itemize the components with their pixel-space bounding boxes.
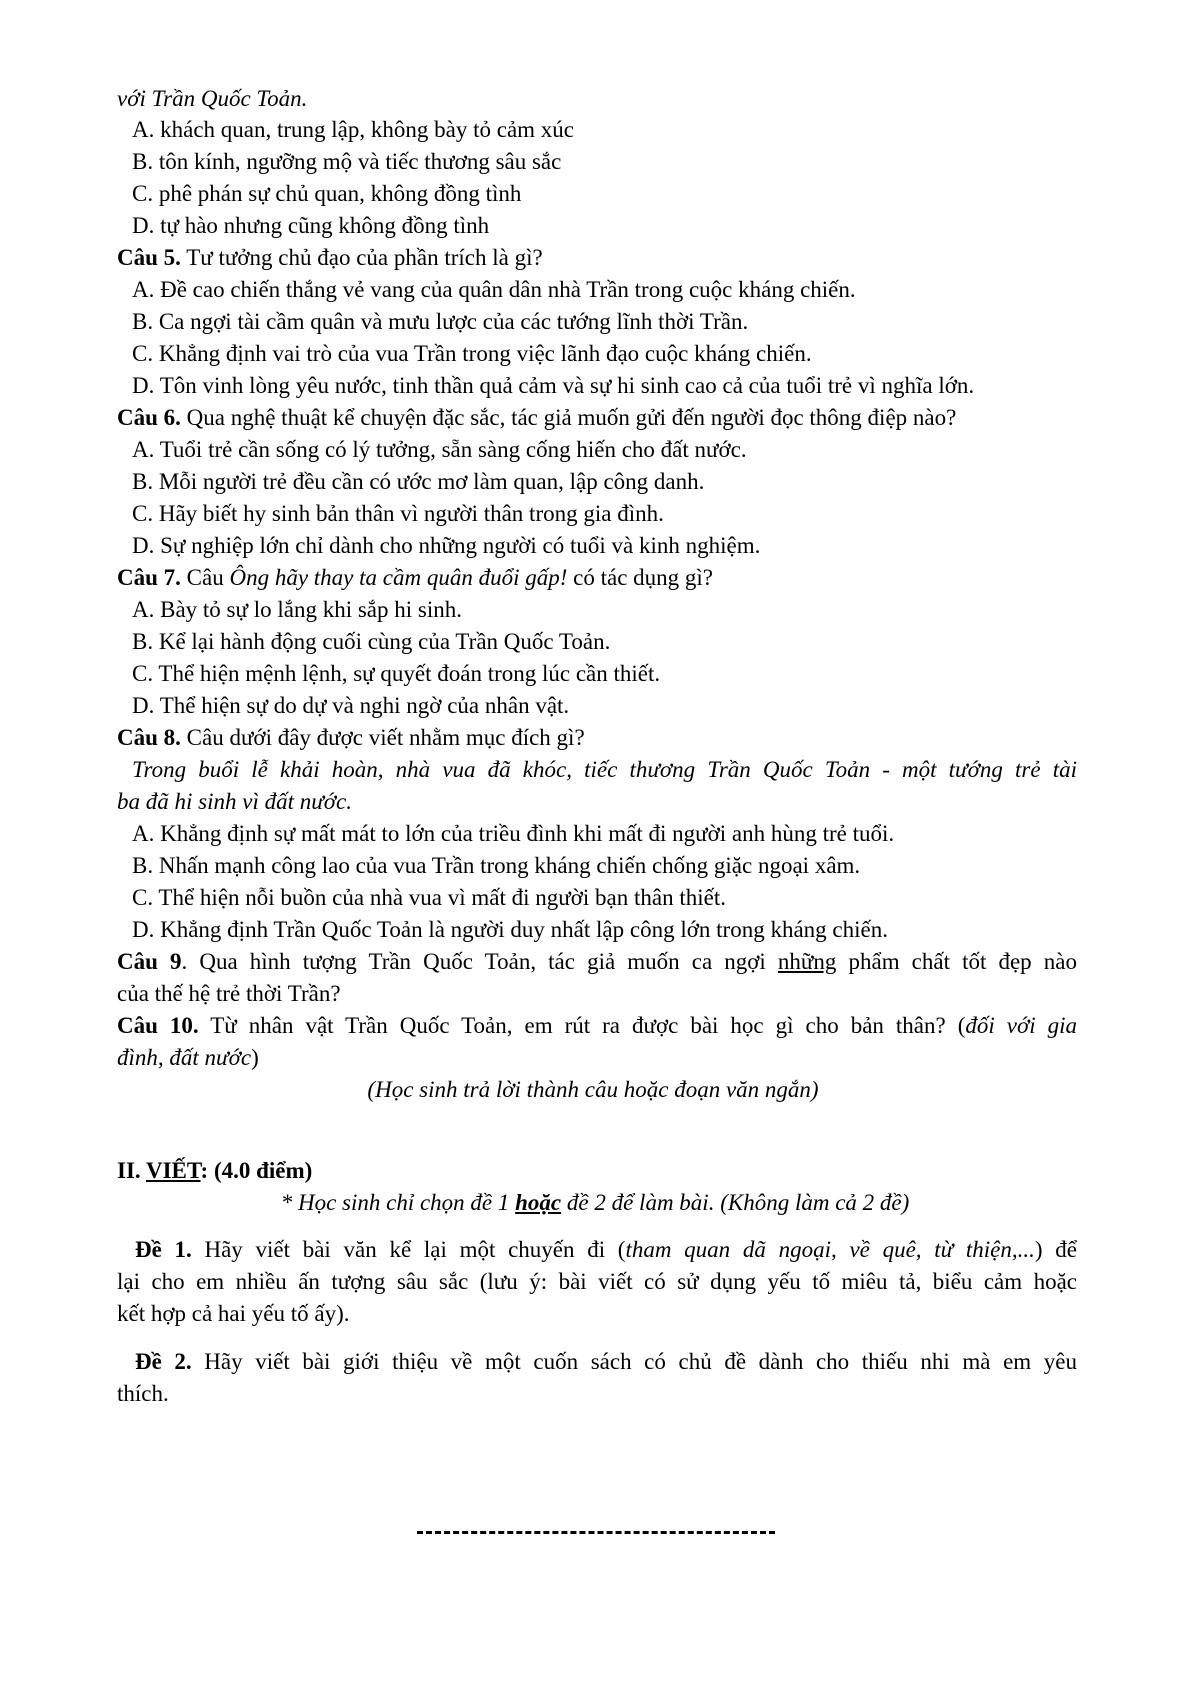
q6-text: Qua nghệ thuật kể chuyện đặc sắc, tác giả muốn gửi đến người đọc thông điệp nào?: [180, 405, 957, 430]
instruction-post: đề 2 để làm bài. (Không làm cả 2 đề): [561, 1190, 910, 1215]
q9-label: Câu 9: [117, 949, 182, 974]
question-5: [117, 243, 543, 273]
q9-line-2: của thế hệ trẻ thời Trần?: [117, 981, 341, 1006]
answer-note-text: (Học sinh trả lời thành câu hoặc đoạn văn ngắn): [367, 1077, 819, 1102]
de-2-line-2: thích.: [117, 1381, 169, 1406]
de-1-line-2: lại cho em nhiều ấn tượng sâu sắc (lưu ý: bài viết có sử dụng yếu tố miêu tả, biểu cảm hoặc: [117, 1269, 1077, 1294]
q7-quote: Ông hãy thay ta cầm quân đuổi gấp!: [229, 565, 568, 590]
de-1-italic: tham quan dã ngoại, về quê, từ thiện,...: [625, 1237, 1035, 1262]
q4-tail: với Trần Quốc Toản.: [117, 86, 308, 111]
q7-post: có tác dụng gì?: [567, 565, 714, 590]
question-10: [117, 1011, 1077, 1041]
section-2-score: : (4.0 điểm): [200, 1158, 313, 1183]
section-2-title: VIẾT: [146, 1158, 201, 1183]
q9-post: phẩm chất tốt đẹp nào: [836, 949, 1077, 974]
section-2-numeral: II.: [117, 1158, 146, 1183]
q9-underlined: những: [777, 949, 837, 974]
q6-label: Câu 6.: [117, 405, 181, 430]
q7-pre: Câu: [180, 565, 230, 590]
q8-option-b: B. Nhấn mạnh công lao của vua Trần trong kháng chiến chống giặc ngoại xâm.: [132, 853, 861, 878]
q7-option-d: D. Thể hiện sự do dự và nghi ngờ của nhân vật.: [132, 693, 570, 718]
q5-option-b: B. Ca ngợi tài cầm quân và mưu lược của các tướng lĩnh thời Trần.: [132, 309, 749, 334]
section-2-instruction: [0, 1188, 1190, 1218]
q8-text: Câu dưới đây được viết nhằm mục đích gì?: [180, 725, 585, 750]
de-2-line-1: [135, 1347, 1077, 1377]
q10-line-2: [117, 1043, 259, 1073]
q8-option-c: C. Thể hiện nỗi buồn của nhà vua vì mất đi người bạn thân thiết.: [132, 885, 726, 910]
instruction-or: hoặc: [515, 1190, 562, 1215]
q8-label: Câu 8.: [117, 725, 181, 750]
q10-italic-1: đối với gia: [965, 1013, 1078, 1038]
de-1-line-1: [135, 1235, 1077, 1265]
q6-option-d: D. Sự nghiệp lớn chỉ dành cho những người có tuổi và kinh nghiệm.: [132, 533, 761, 558]
q7-option-c: C. Thể hiện mệnh lệnh, sự quyết đoán trong lúc cần thiết.: [132, 661, 661, 686]
q5-label: Câu 5.: [117, 245, 181, 270]
de-2-text: Hãy viết bài giới thiệu về một cuốn sách có chủ đề dành cho thiếu nhi mà em yêu: [191, 1349, 1077, 1374]
q4-option-a: A. khách quan, trung lập, không bày tỏ cảm xúc: [132, 117, 574, 142]
q9-pre: . Qua hình tượng Trần Quốc Toản, tác giả muốn ca ngợi: [181, 949, 778, 974]
q6-option-a: A. Tuổi trẻ cần sống có lý tưởng, sẵn sàng cống hiến cho đất nước.: [132, 437, 747, 462]
question-8: [117, 723, 585, 753]
q10-italic-2: đình, đất nước: [117, 1045, 252, 1070]
answer-note: [0, 1075, 1190, 1105]
q10-close: ): [251, 1045, 259, 1070]
q6-option-b: B. Mỗi người trẻ đều cần có ước mơ làm quan, lập công danh.: [132, 469, 705, 494]
q4-option-b: B. tôn kính, ngưỡng mộ và tiếc thương sâu sắc: [132, 149, 562, 174]
q8-option-d: D. Khẳng định Trần Quốc Toản là người duy nhất lập công lớn trong kháng chiến.: [132, 917, 888, 942]
q5-option-c: C. Khẳng định vai trò của vua Trần trong việc lãnh đạo cuộc kháng chiến.: [132, 341, 812, 366]
q4-option-c: C. phê phán sự chủ quan, không đồng tình: [132, 181, 522, 206]
question-6: [117, 403, 956, 433]
q10-label: Câu 10.: [117, 1013, 199, 1038]
q7-option-b: B. Kể lại hành động cuối cùng của Trần Quốc Toản.: [132, 629, 611, 654]
q5-option-a: A. Đề cao chiến thắng vẻ vang của quân dân nhà Trần trong cuộc kháng chiến.: [132, 277, 856, 302]
q5-option-d: D. Tôn vinh lòng yêu nước, tinh thần quả cảm và sự hi sinh cao cả của tuổi trẻ vì nghĩa lớn.: [132, 373, 975, 398]
q5-text: Tư tưởng chủ đạo của phần trích là gì?: [180, 245, 543, 270]
q10-text: Từ nhân vật Trần Quốc Toản, em rút ra được bài học gì cho bản thân? (: [198, 1013, 966, 1038]
question-7: [117, 563, 713, 593]
end-divider: [417, 1531, 775, 1534]
q4-option-d: D. tự hào nhưng cũng không đồng tình: [132, 213, 490, 238]
q8-option-a: A. Khẳng định sự mất mát to lớn của triều đình khi mất đi người anh hùng trẻ tuổi.: [132, 821, 895, 846]
de-2-label: Đề 2.: [135, 1349, 192, 1374]
de-1-text-b: ) để: [1034, 1237, 1077, 1262]
de-1-label: Đề 1.: [135, 1237, 192, 1262]
q8-quote-line-2: ba đã hi sinh vì đất nước.: [117, 789, 352, 814]
section-2-heading: [117, 1156, 312, 1186]
q8-quote-line-1: Trong buổi lễ khải hoàn, nhà vua đã khóc, tiếc thương Trần Quốc Toản - một tướng trẻ tài: [132, 757, 1077, 782]
de-1-line-3: kết hợp cả hai yếu tố ấy).: [117, 1301, 350, 1326]
de-1-text-a: Hãy viết bài văn kể lại một chuyến đi (: [191, 1237, 626, 1262]
instruction-pre: * Học sinh chỉ chọn đề 1: [280, 1190, 516, 1215]
q7-option-a: A. Bày tỏ sự lo lắng khi sắp hi sinh.: [132, 597, 462, 622]
q6-option-c: C. Hãy biết hy sinh bản thân vì người thân trong gia đình.: [132, 501, 664, 526]
question-9: [117, 947, 1077, 977]
q7-label: Câu 7.: [117, 565, 181, 590]
